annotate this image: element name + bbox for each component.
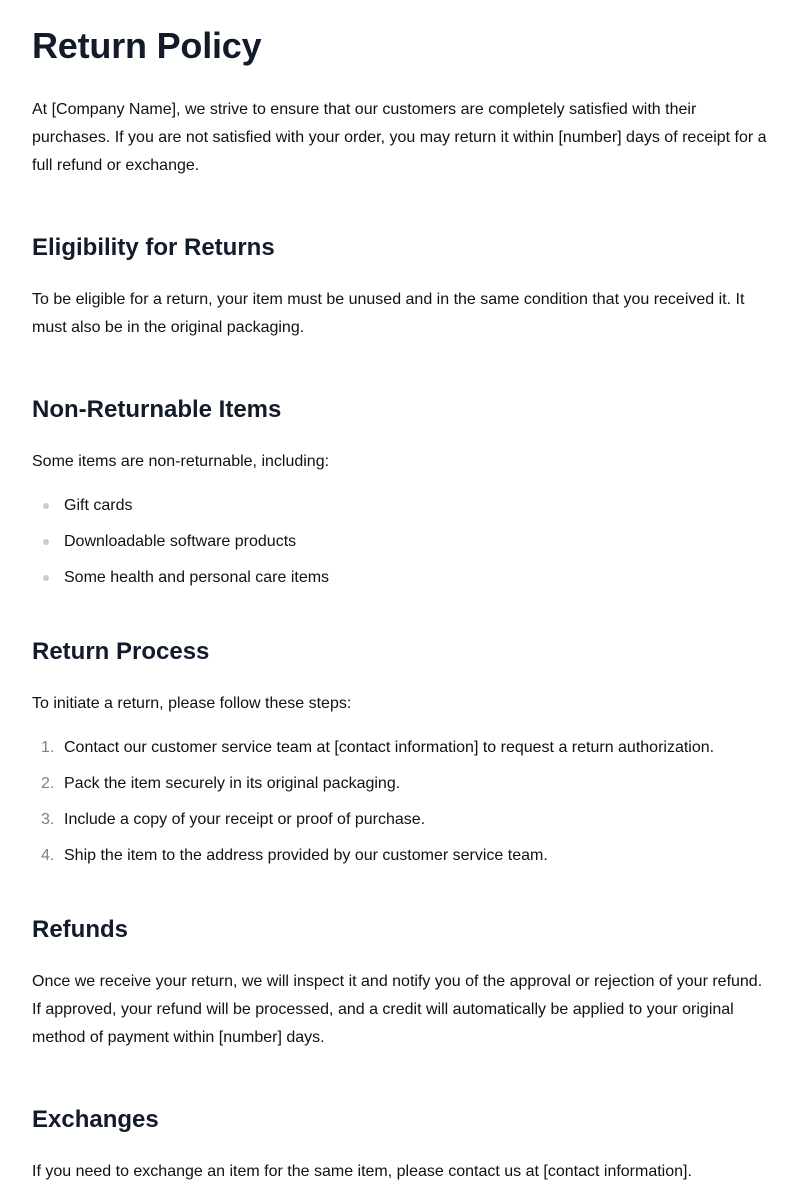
section-body-eligibility: To be eligible for a return, your item must be unused and in the same condition that you received it. It must also be in the original packaging. bbox=[32, 291, 745, 336]
list-item bbox=[32, 842, 768, 870]
step-number: 3. bbox=[41, 811, 55, 828]
step-number: 1. bbox=[41, 739, 55, 756]
section-exchanges bbox=[32, 1104, 768, 1186]
step-number: 2. bbox=[41, 775, 55, 792]
step-number: 4. bbox=[41, 847, 55, 864]
section-eligibility bbox=[32, 232, 768, 342]
section-body-non-returnable: Some items are non-returnable, including: bbox=[32, 453, 330, 470]
section-heading-exchanges: Exchanges bbox=[32, 1106, 159, 1133]
page-title: Return Policy bbox=[32, 25, 262, 66]
list-item bbox=[32, 806, 768, 834]
section-heading-return-process: Return Process bbox=[32, 638, 210, 665]
section-body-exchanges: If you need to exchange an item for the same item, please contact us at [contact information]. bbox=[32, 1163, 692, 1180]
section-heading-eligibility: Eligibility for Returns bbox=[32, 234, 275, 261]
step-text: Include a copy of your receipt or proof of purchase. bbox=[64, 811, 426, 828]
list-item-text: Downloadable software products bbox=[64, 533, 297, 550]
section-non-returnable bbox=[32, 394, 768, 592]
section-return-process bbox=[32, 636, 768, 870]
bullet-icon bbox=[43, 539, 49, 545]
list-item bbox=[32, 492, 768, 520]
section-refunds bbox=[32, 914, 768, 1052]
list-item-text: Some health and personal care items bbox=[64, 569, 330, 586]
list-item bbox=[32, 564, 768, 592]
step-text: Ship the item to the address provided by our customer service team. bbox=[64, 847, 548, 864]
intro-paragraph: At [Company Name], we strive to ensure that our customers are completely satisfied with their purchases. If you are not satisfied with your order, you may return it within [number] days of receipt for a full refund or exchange. bbox=[32, 101, 767, 174]
section-heading-refunds: Refunds bbox=[32, 916, 128, 943]
step-text: Pack the item securely in its original packaging. bbox=[64, 775, 401, 792]
list-item bbox=[32, 528, 768, 556]
return-steps-list bbox=[32, 734, 768, 870]
bullet-icon bbox=[43, 503, 49, 509]
section-body-refunds: Once we receive your return, we will inspect it and notify you of the approval or rejection of your refund. If approved, your refund will be processed, and a credit will automatically be applied to your original method of payment within [number] days. bbox=[32, 973, 763, 1046]
section-heading-non-returnable: Non-Returnable Items bbox=[32, 396, 282, 423]
section-body-return-process: To initiate a return, please follow these steps: bbox=[32, 695, 352, 712]
list-item bbox=[32, 770, 768, 798]
list-item bbox=[32, 734, 768, 762]
list-item-text: Gift cards bbox=[64, 497, 133, 514]
step-text: Contact our customer service team at [contact information] to request a return authorization. bbox=[64, 739, 715, 756]
non-returnable-list bbox=[32, 492, 768, 592]
bullet-icon bbox=[43, 575, 49, 581]
